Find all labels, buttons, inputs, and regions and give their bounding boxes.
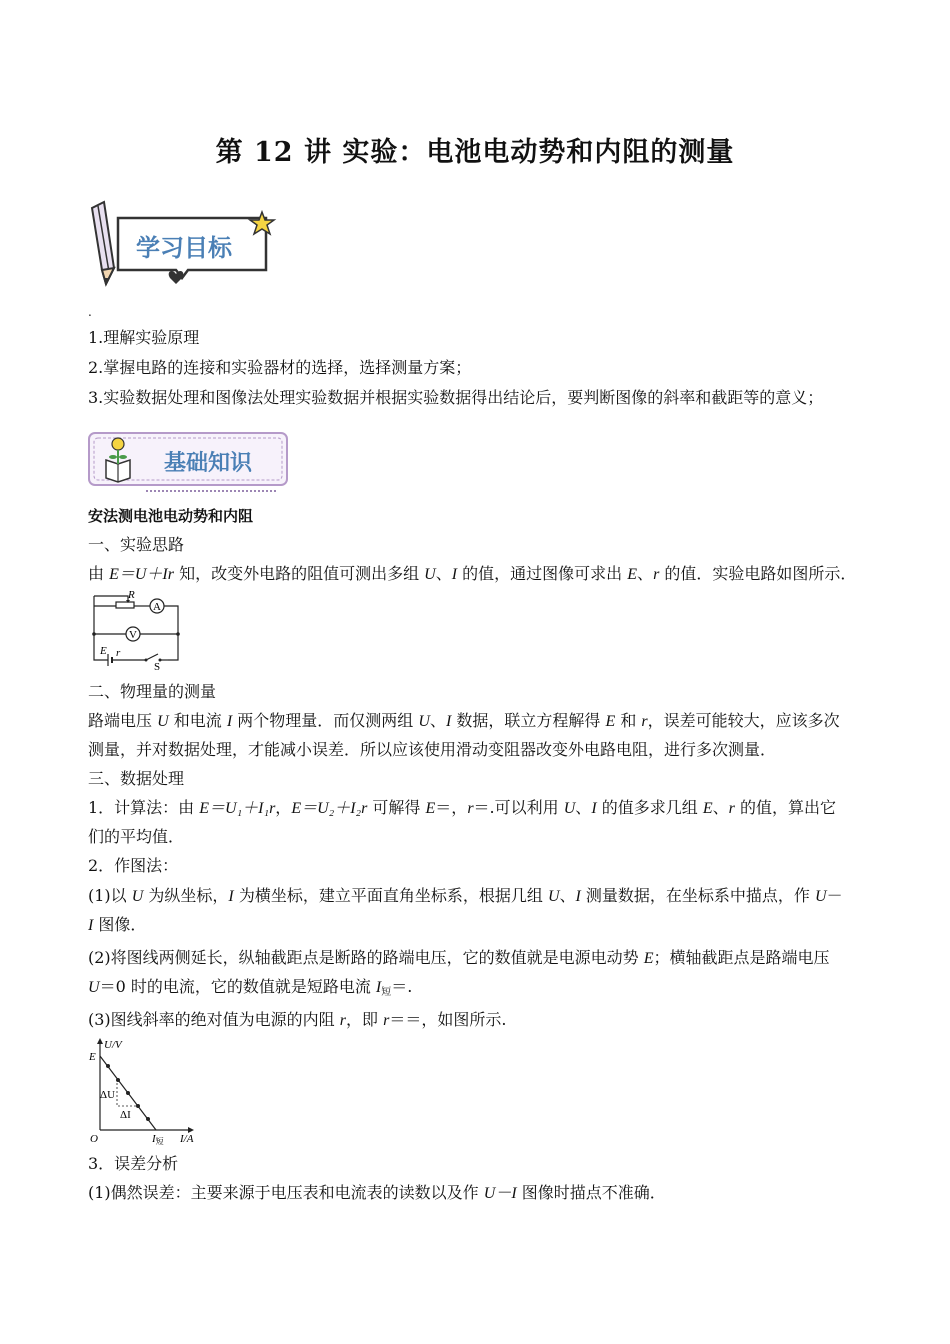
svg-text:E: E: [100, 645, 107, 657]
pencil-icon: [92, 202, 114, 284]
banner-label: 基础知识: [163, 451, 253, 476]
graph-step-2: (2)将图线两侧延长，纵轴截距点是断路的路端电压，它的数值就是电源电动势 E；横轴截距点是路端电压: [88, 948, 830, 967]
banner-label: 学习目标: [136, 234, 232, 262]
s1-paragraph: 由 E＝U＋Ir 知，改变外电路的阻值可测出多组 U、I 的值，通过图像可求出 E、r 的值．实验电路如图所示．: [88, 564, 857, 583]
svg-text:A: A: [153, 601, 161, 613]
basic-knowledge-banner: [86, 430, 290, 496]
svg-text:O: O: [90, 1133, 98, 1145]
page-title: 第 12 讲 实验：电池电动势和内阻的测量: [215, 137, 735, 168]
svg-text:U/V: U/V: [104, 1039, 122, 1051]
goal-2: 2.掌握电路的连接和实验器材的选择，选择测量方案；: [88, 358, 472, 377]
s2-line-1: 路端电压 U 和电流 I 两个物理量．而仅测两组 U、I 数据，联立方程解得 E 和 r，误差可能较大，应该多次: [88, 711, 840, 730]
svg-text:r: r: [116, 647, 121, 659]
switch-icon: [146, 654, 158, 660]
graph-heading: 2．作图法：: [88, 856, 179, 875]
stray-dot: .: [88, 305, 92, 319]
learning-goals-banner: [84, 198, 284, 290]
ui-graph: [86, 1036, 202, 1146]
circuit-diagram: [88, 590, 184, 670]
s2-line-2: 测量，并对数据处理，才能减小误差．所以应该使用滑动变阻器改变外电路电阻，进行多次测量．: [88, 740, 777, 759]
s3-heading: 三、数据处理: [88, 769, 185, 788]
graph-step-1-cont: I 图像．: [88, 915, 147, 934]
svg-text:V: V: [129, 629, 137, 641]
graph-step-3: (3)图线斜率的绝对值为电源的内阻 r，即 r＝＝，如图所示.: [88, 1010, 507, 1029]
calc-line-1: 1．计算法：由 E＝U₁＋I₁r，E＝U₂＋I₂r 可解得 E＝，r＝.可以利用 U、I 的值多求几组 E、r 的值，算出它: [88, 798, 836, 817]
svg-text:S: S: [154, 661, 161, 670]
svg-text:ΔU: ΔU: [100, 1089, 116, 1101]
goal-1: 1.理解实验原理: [88, 328, 200, 347]
error-heading: 3．误差分析: [88, 1154, 179, 1173]
graph-step-2-cont: U＝0 时的电流，它的数值就是短路电流 $I_短=$.: [88, 977, 413, 998]
calc-line-2: 们的平均值．: [88, 827, 185, 846]
label-R: R: [128, 590, 135, 601]
svg-text:I短: I短: [152, 1133, 164, 1146]
s1-heading: 一、实验思路: [88, 535, 185, 554]
rheostat-icon: [116, 602, 134, 608]
svg-text:I/A: I/A: [180, 1133, 194, 1145]
heart-icon: [169, 271, 184, 284]
error-line-1: (1)偶然误差：主要来源于电压表和电流表的读数以及作 U－I 图像时描点不准确．: [88, 1183, 666, 1202]
svg-text:E: E: [89, 1051, 96, 1063]
s2-heading: 二、物理量的测量: [88, 682, 217, 701]
goal-3: 3.实验数据处理和图像法处理实验数据并根据实验数据得出结论后，要判断图像的斜率和截距等的意义；: [88, 388, 824, 407]
svg-text:ΔI: ΔI: [120, 1109, 131, 1121]
graph-step-1: (1)以 U 为纵坐标，I 为横坐标，建立平面直角坐标系，根据几组 U、I 测量数据，在坐标系中描点，作 U－: [88, 886, 843, 905]
section-title: 安法测电池电动势和内阻: [88, 507, 254, 525]
